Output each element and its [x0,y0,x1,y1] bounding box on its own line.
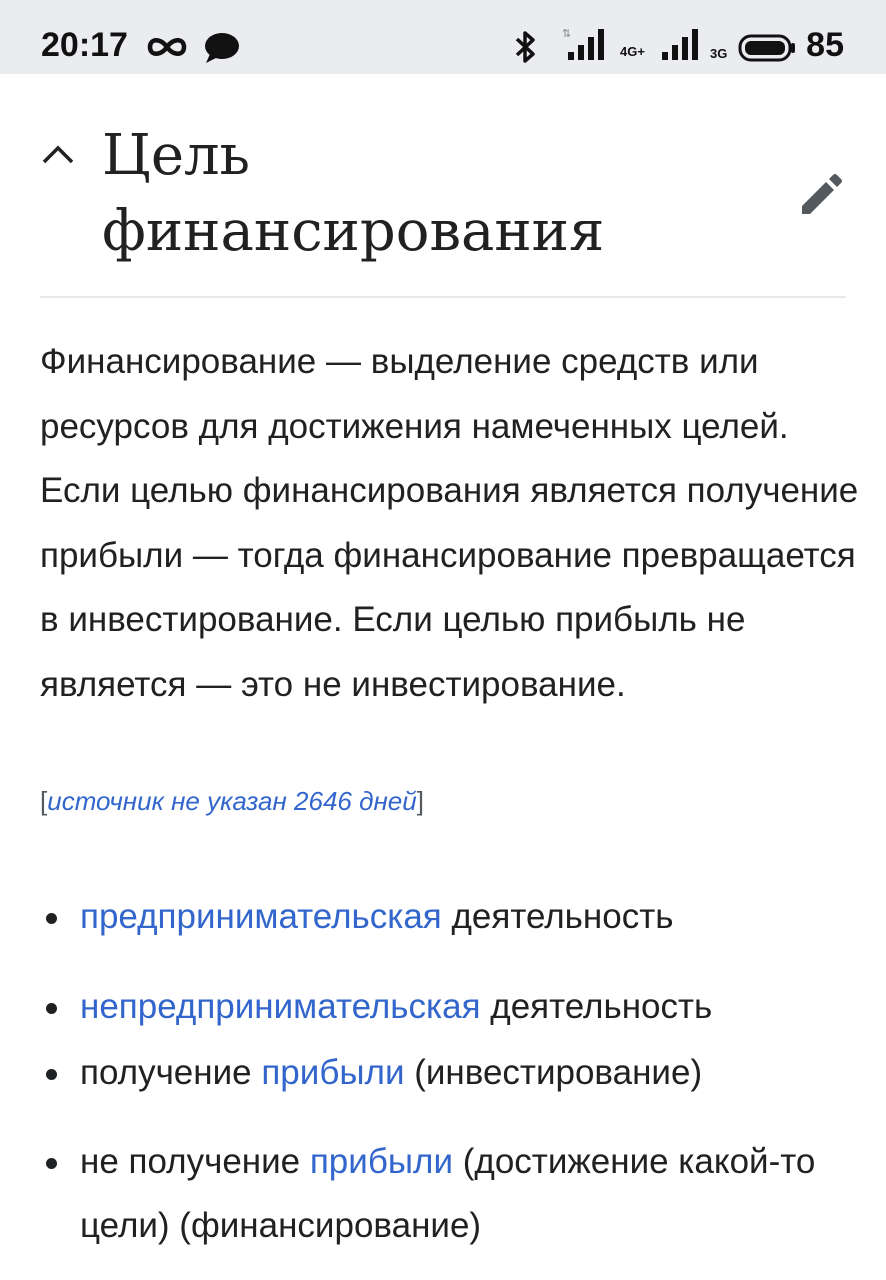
section-title-line2: финансирования [102,199,605,264]
section-title[interactable] [102,118,742,270]
link-non-entrepreneurial[interactable]: непредпринимательская [80,987,481,1026]
pencil-icon[interactable] [798,170,846,223]
list-item-text: (инвестирование) [404,1053,703,1092]
section-divider [40,296,846,298]
list-item [80,1041,860,1105]
network-3g-label: 3G [710,46,728,61]
link-profit[interactable]: прибыли [309,1142,454,1181]
list-item-text: не получение [80,1142,310,1181]
list-item-text: деятельность [441,897,674,936]
signal-icon [656,26,702,67]
list-item [80,975,860,1039]
status-time: 20:17 [41,26,128,64]
status-bar [0,0,886,74]
citation-needed [40,786,424,817]
network-4g-label: 4G+ [620,44,645,59]
chevron-up-icon[interactable] [40,140,76,171]
list-item-text: (достижение какой-то цели) (финансирование) [80,1142,816,1245]
signal-icon [562,26,608,67]
paragraph: Финансирование — выделение средств или ресурсов для достижения намеченных целей. Если целью финансирования является получение прибыли — тогда финансирование превращается в инвестирование. Если целью прибыль не является — это не инвестирование. [40,342,859,704]
link-profit[interactable]: прибыли [261,1053,405,1092]
section-title-line1: Цель [102,123,251,188]
list-item [80,1130,860,1258]
battery-percent: 85 [806,26,844,64]
list-item-text: деятельность [480,987,713,1026]
citation-needed-link[interactable]: источник не указан 2646 дней [47,786,417,816]
list-item [80,885,860,949]
svg-text:⇅: ⇅ [562,27,572,40]
citation-bracket-open: [ [40,786,48,816]
list-item-text: получение [80,1053,262,1092]
citation-bracket-close: ] [416,786,424,816]
chat-bubble-icon [204,32,240,69]
bluetooth-icon [514,30,538,69]
infinity-icon [146,36,188,63]
link-entrepreneurial[interactable]: предпринимательская [80,897,442,936]
battery-icon [738,34,798,67]
